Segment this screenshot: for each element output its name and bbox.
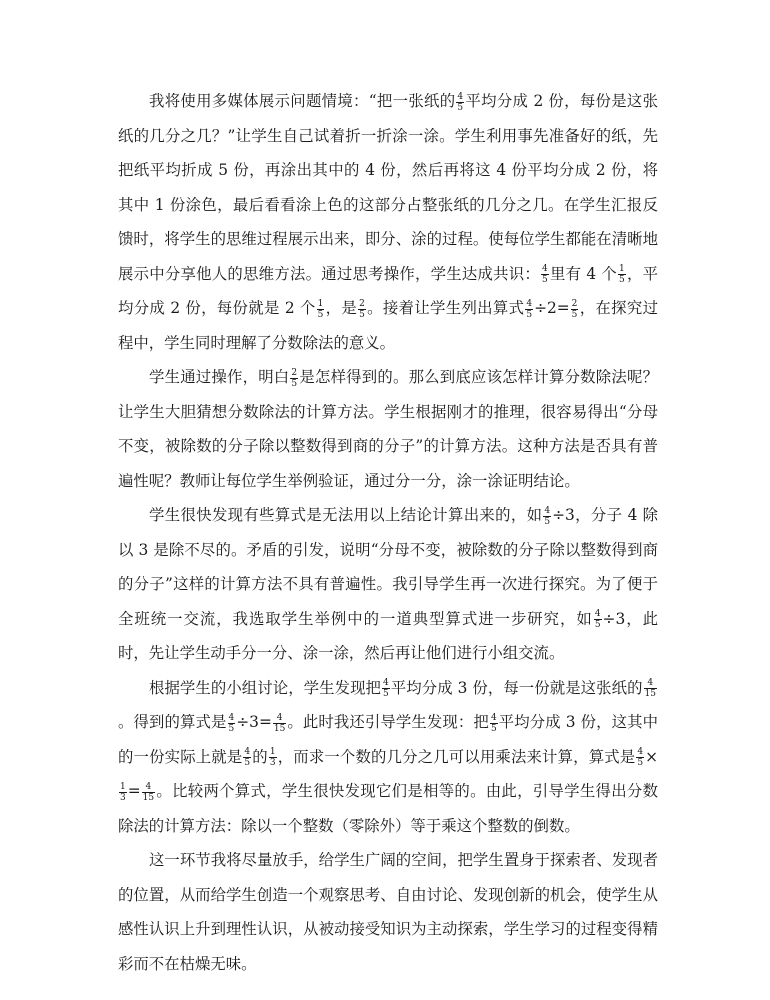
- fraction-numerator: 4: [228, 712, 235, 723]
- fraction: [382, 678, 390, 699]
- fraction-numerator: 4: [273, 713, 286, 724]
- fraction: [228, 713, 236, 734]
- fraction-numerator: 4: [244, 747, 251, 757]
- fraction-numerator: 4: [490, 712, 497, 723]
- fraction-denominator: 5: [542, 275, 548, 285]
- text-run: 。接着让学生列出算式: [366, 299, 525, 317]
- fraction: [618, 264, 626, 285]
- fraction: [358, 299, 366, 320]
- fraction: [290, 368, 298, 389]
- fraction-denominator: 5: [244, 758, 251, 768]
- paragraph: [118, 671, 658, 844]
- text-run: 。此时我还引导学生发现：把: [287, 713, 489, 731]
- text-run: 是怎样得到的。那么到底应该怎样计算分数除法呢？让学生大胆猜想分数除法的计算方法。学生根据刚才的推理，很容易得出“分母不变，被除数的分子除以整数得到商的分子”的计算方法。这种方法是否具有普遍性呢？教师让每位学生举例验证，通过分一分，涂一涂证明结论。: [118, 368, 658, 490]
- fraction: [119, 782, 127, 803]
- fraction-numerator: 4: [542, 264, 548, 274]
- text-run: 。比较两个算式，学生很快发现它们是相等的。由此，引导学生得出分数除法的计算方法：除以一个整数（零除外）等于乘这个整数的倒数。: [118, 782, 658, 835]
- text-run: ÷3，分子 4 除以 3 是除不尽的。矛盾的引发，说明“分母不变，被除数的分子除以整数得到商的分子”这样的计算方法不具有普遍性。我引导学生再一次进行探究。为了便于全班统一交流，我选取学生举例中的一道典型算式进一步研究，如: [118, 506, 658, 628]
- text-run: ，而求一个数的几分之几可以用乘法来计算，算式是: [277, 747, 636, 766]
- fraction-denominator: 15: [142, 792, 155, 803]
- text-run: 学生通过操作，明白: [149, 368, 290, 386]
- fraction-numerator: 4: [644, 678, 657, 689]
- fraction-denominator: 3: [269, 758, 276, 768]
- fraction-denominator: 5: [571, 309, 578, 320]
- fraction: [142, 782, 155, 803]
- fraction-numerator: 4: [637, 747, 644, 757]
- fraction-numerator: 4: [383, 678, 389, 688]
- text-run: 平均分成 2 份，每份是这张纸的几分之几？”让学生自己试着折一折涂一涂。学生利用事先准备好的纸，先把纸平均折成 5 份，再涂出其中的 4 份，然后再将这 4 份平均分成 2 份，将其中 1 份涂色，最后看看涂上色的这部分占整张纸的几分之几。在学生汇报反馈时，将学生的思维过程展示出来，即分、涂的过程。使每位学生都能在清晰地展示中分享他人的思维方法。通过思考操作，学生达成共识：: [118, 92, 659, 283]
- document-body: [118, 84, 658, 981]
- fraction: [456, 92, 464, 113]
- fraction-denominator: 5: [291, 378, 298, 389]
- fraction-denominator: 5: [383, 689, 389, 699]
- fraction: [636, 747, 644, 768]
- text-run: 里有 4 个: [549, 264, 617, 283]
- fraction-denominator: 5: [490, 723, 497, 734]
- fraction-denominator: 5: [457, 102, 464, 113]
- fraction: [594, 609, 602, 630]
- fraction: [644, 678, 657, 699]
- text-run: ，平均分成 2 份，每份就是 2 个: [118, 264, 658, 317]
- text-run: ÷3，此时，先让学生动手分一分、涂一涂，然后再让他们进行小组交流。: [118, 609, 658, 662]
- paragraph: [118, 360, 658, 498]
- text-run: 的: [252, 747, 268, 766]
- fraction-denominator: 5: [637, 758, 644, 768]
- fraction-denominator: 5: [594, 620, 601, 630]
- fraction-denominator: 5: [526, 309, 533, 320]
- paragraph: [118, 84, 658, 360]
- paragraph: [118, 843, 658, 981]
- fraction-denominator: 15: [644, 689, 656, 699]
- fraction-numerator: 4: [594, 609, 601, 619]
- text-run: 学生很快发现有些算式是无法用以上结论计算出来的，如: [149, 506, 543, 524]
- fraction-numerator: 4: [544, 505, 551, 516]
- fraction: [571, 299, 579, 320]
- fraction-numerator: 4: [526, 298, 533, 309]
- fraction-numerator: 1: [269, 747, 276, 757]
- fraction-denominator: 3: [120, 792, 126, 803]
- text-run: ÷3=: [236, 713, 272, 731]
- text-run: =: [127, 782, 141, 800]
- fraction-denominator: 5: [228, 723, 235, 734]
- fraction-numerator: 4: [142, 782, 155, 793]
- fraction-numerator: 1: [120, 781, 126, 792]
- fraction: [269, 747, 277, 768]
- fraction-numerator: 2: [571, 298, 578, 309]
- text-run: 平均分成 3 份，这其中的一份实际上就是: [118, 713, 658, 766]
- fraction: [490, 713, 498, 734]
- fraction: [317, 299, 325, 320]
- paragraph: [118, 498, 658, 671]
- text-run: 平均分成 3 份，每一份就是这张纸的: [390, 678, 643, 697]
- text-run: 根据学生的小组讨论，学生发现把: [149, 678, 381, 697]
- fraction-numerator: 1: [618, 264, 625, 274]
- fraction-denominator: 15: [273, 723, 286, 734]
- fraction: [541, 264, 549, 285]
- fraction-denominator: 5: [618, 275, 625, 285]
- text-run: ，是: [325, 299, 358, 317]
- fraction: [543, 506, 551, 527]
- fraction-numerator: 1: [317, 298, 324, 309]
- text-run: ，在探究过程中，学生同时理解了分数除法的意义。: [118, 299, 658, 352]
- fraction-denominator: 5: [317, 309, 324, 320]
- text-run: ÷2=: [534, 299, 570, 317]
- fraction-numerator: 2: [291, 367, 298, 378]
- fraction-numerator: 4: [457, 91, 464, 102]
- text-run: ×: [645, 747, 658, 766]
- fraction: [273, 713, 286, 734]
- fraction-denominator: 5: [359, 309, 365, 320]
- text-run: 这一环节我将尽量放手，给学生广阔的空间，把学生置身于探索者、发现者的位置，从而给学生创造一个观察思考、自由讨论、发现创新的机会，使学生从感性认识上升到理性认识，从被动接受知识为主动探索，学生学习的过程变得精彩而不在枯燥无味。: [118, 851, 658, 973]
- fraction-numerator: 2: [359, 298, 365, 309]
- fraction: [243, 747, 251, 768]
- fraction: [525, 299, 533, 320]
- text-run: 我将使用多媒体展示问题情境：“把一张纸的: [149, 92, 456, 110]
- text-run: 。得到的算式是: [118, 713, 227, 731]
- fraction-denominator: 5: [544, 516, 551, 527]
